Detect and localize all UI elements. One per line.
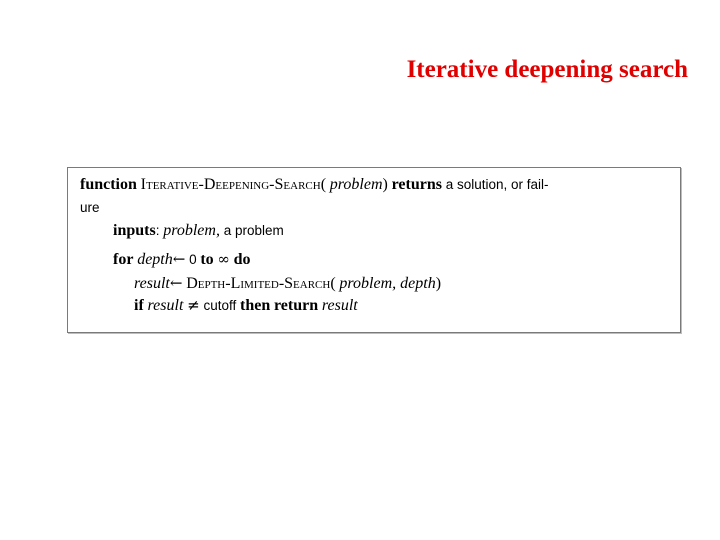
close-paren: ) — [382, 176, 388, 193]
not-equal-symbol: ≠ — [187, 296, 200, 314]
keyword-inputs: inputs — [113, 222, 156, 239]
keyword-returns: returns — [391, 176, 442, 193]
input-description: a problem — [223, 223, 284, 238]
keyword-function: function — [80, 176, 137, 193]
algorithm-line-if — [134, 296, 358, 315]
algorithm-line-for — [113, 250, 251, 269]
var-depth: depth — [137, 251, 173, 268]
assign-arrow: ← — [172, 250, 186, 268]
keyword-do: do — [233, 251, 251, 268]
call-args: problem, depth — [339, 275, 436, 292]
open-paren: ( — [330, 275, 336, 292]
close-paren: ) — [435, 275, 442, 292]
start-value: 0 — [189, 252, 197, 267]
call-name: Depth-Limited-Search — [186, 275, 331, 292]
keyword-return: return — [273, 297, 319, 314]
algorithm-box — [67, 167, 681, 333]
slide-title: Iterative deepening search — [406, 56, 688, 83]
keyword-for: for — [113, 251, 134, 268]
infinity-symbol: ∞ — [217, 250, 230, 268]
algorithm-line-signature — [80, 176, 549, 194]
param-problem-input: problem, — [163, 222, 220, 239]
return-description: a solution, or fail- — [445, 177, 549, 192]
function-name: Iterative-Deepening-Search — [140, 176, 321, 193]
keyword-to: to — [200, 251, 214, 268]
keyword-if: if — [134, 297, 144, 314]
algorithm-line-wrap — [80, 200, 100, 217]
assign-arrow: ← — [169, 274, 183, 292]
keyword-then: then — [240, 297, 271, 314]
algorithm-line-inputs — [113, 222, 284, 240]
var-result: result — [134, 275, 170, 292]
cutoff-value: cutoff — [203, 298, 237, 313]
var-result: result — [147, 297, 184, 314]
wrapped-text: ure — [80, 200, 100, 215]
algorithm-line-assign — [134, 274, 441, 293]
open-paren: ( — [320, 176, 327, 193]
param-problem: problem — [329, 176, 383, 193]
inputs-colon: : — [155, 223, 160, 238]
return-value: result — [321, 297, 358, 314]
